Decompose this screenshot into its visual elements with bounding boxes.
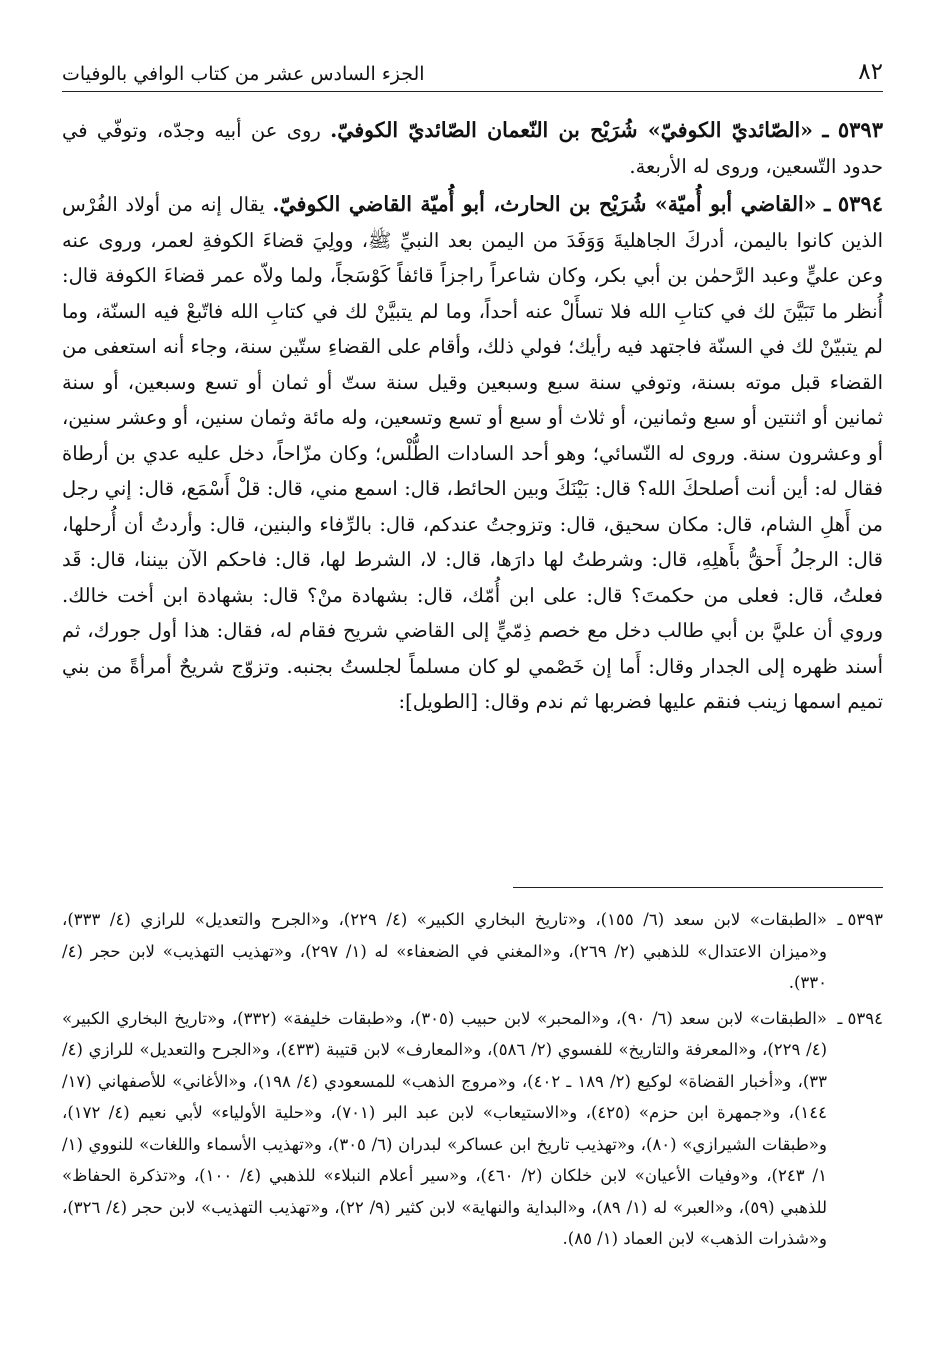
footnotes: [62, 904, 883, 1259]
entry-heading: «القاضي أبو أُميّة» شُرَيْح بن الحارث، أبو أُميّة القاضي الكوفيّ.: [272, 192, 817, 216]
footnote-5394: [62, 1003, 883, 1255]
entry-text: يقال إنه من أولاد الفُرْس الذين كانوا باليمن، أدركَ الجاهليةَ وَوَفَدَ من اليمن بعد النبيِّ ﷺ، وولِيَ قضاءَ الكوفةِ لعمر، وروى عنه وعن عليٍّ وعبد الرَّحمٰن بن أبي بكر، وكان شاعراً راجزاً قائفاً كَوْسَجاً، ولما ولاّه عمر قضاءَ الكوفة قال: أُنظر ما تَبَيَّنَ لك في كتابِ الله فلا تسأَلْ عنه أحداً، وما لم يتبيَّنْ لك في كتابِ الله فاتّبعْ فيه السنّة، وما لم يتبيّنْ لك في السنّة فاجتهد فيه رأيك؛ فولي ذلك، وأقام على القضاءِ ستّين سنة، وجاء أنه استعفى من القضاء قبل موته بسنة، وتوفي سنة سبع وسبعين وقيل سنة ستّ أو ثمان أو تسع وسبعين، أو سنة ثمانين أو اثنتين أو سبع وثمانين، أو ثلاث أو سبع أو تسع وتسعين، وله مائة وثمان سنين، أو وعشر سنين، أو وعشرون سنة. وروى له النّسائي؛ وهو أحد السادات الطُّلْس؛ وكان مزّاحاً، دخل عليه عدي بن أرطاة فقال له: أين أنت أصلحكَ الله؟ قال: بَيْنَكَ وبين الحائط، قال: اسمع مني، قال: قلْ أَسْمَع، قال: إني رجل من أَهلِ الشام، قال: مكان سحيق، قال: وتزوجتُ عندكم، قال: بالرِّفاء والبنين، قال: وأردتُ أن أُرحلها، قال: الرجلُ أَحقُّ بأَهلِهِ، قال: وشرطتُ لها دارَها، قال: لا، الشرط لها، قال: فاحكم الآن بيننا، قال: قَد فعلتُ، قال: فعلى من حكمتَ؟ قال: على ابن أُمّك، قال: بشهادة منْ؟ قال: بشهادة ابن أخت خالك. وروي أن عليَّ بن أبي طالب دخل مع خصم ذِمّيٍّ إلى القاضي شريح فقام له، فقال: هذا أول جورك، ثم أسند ظهره إلى الجدار وقال: أَما إن خَصْمي لو كان مسلماً لجلستُ بجنبه. وتزوّج شريحٌ أمرأةً من بني تميم اسمها زينب فنقم عليها فضربها ثم ندم وقال: [الطويل]:: [62, 193, 883, 713]
footnote-number: ٥٣٩٤ ـ: [837, 1008, 883, 1028]
running-title: الجزء السادس عشر من كتاب الوافي بالوفيات: [62, 63, 425, 85]
footnote-text: «الطبقات» لابن سعد (٦/ ٩٠)، و«المحبر» لابن حبيب (٣٠٥)، و«طبقات خليفة» (٣٣٢)، و«تاريخ البخاري الكبير» (٤/ ٢٢٩)، و«المعرفة والتاريخ» للفسوي (٢/ ٥٨٦)، و«المعارف» لابن قتيبة (٤٣٣)، و«الجرح والتعديل» للرازي (٤/ ٣٣)، و«أخبار القضاة» لوكيع (٢/ ١٨٩ ـ ٤٠٢)، و«مروج الذهب» للمسعودي (٤/ ١٩٨)، و«الأغاني» للأصفهاني (١٧/ ١٤٤)، و«جمهرة ابن حزم» (٤٢٥)، و«الاستيعاب» لابن عبد البر (٧٠١)، و«حلية الأولياء» لأبي نعيم (٤/ ١٧٢)، و«طبقات الشيرازي» (٨٠)، و«تهذيب تاريخ ابن عساكر» لبدران (٦/ ٣٠٥)، و«تهذيب الأسماء واللغات» للنووي (١/ ١/ ٢٤٣)، و«وفيات الأعيان» لابن خلكان (٢/ ٤٦٠)، و«سير أعلام النبلاء» للذهبي (٤/ ١٠٠)، و«تذكرة الحفاظ» للذهبي (٥٩)، و«العبر» له (١/ ٨٩)، و«البداية والنهاية» لابن كثير (٩/ ٢٢)، و«تهذيب التهذيب» لابن حجر (٤/ ٣٢٦)، و«شذرات الذهب» لابن العماد (١/ ٨٥).: [62, 1008, 828, 1248]
entry-number: ٥٣٩٣: [837, 117, 883, 142]
entry-text: روى عن أبيه وجدّه، وتوفّي في حدود التّسعين، وروى له الأربعة.: [62, 119, 883, 178]
entry-dash: ـ: [824, 191, 831, 216]
page-number: ٨٢: [858, 59, 883, 85]
entry-5394: [62, 186, 883, 720]
footnote-5393: [62, 904, 883, 999]
entry-5393: [62, 112, 883, 184]
entry-dash: ـ: [822, 117, 829, 142]
footnote-separator: [513, 887, 883, 888]
entry-number: ٥٣٩٤: [837, 191, 884, 216]
entry-heading: «الصّائديّ الكوفيّ» شُرَيْح بن النّعمان الصّائديّ الكوفيّ.: [330, 118, 813, 142]
footnote-text: «الطبقات» لابن سعد (٦/ ١٥٥)، و«تاريخ البخاري الكبير» (٤/ ٢٢٩)، و«الجرح والتعديل» للرازي (٤/ ٣٣٣)، و«ميزان الاعتدال» للذهبي (٢/ ٢٦٩)، و«المغني في الضعفاء» له (١/ ٢٩٧)، و«تهذيب التهذيب» لابن حجر (٤/ ٣٣٠).: [62, 910, 828, 992]
main-text: [62, 112, 883, 720]
page-header: [62, 52, 883, 92]
footnote-number: ٥٣٩٣ ـ: [837, 910, 883, 929]
